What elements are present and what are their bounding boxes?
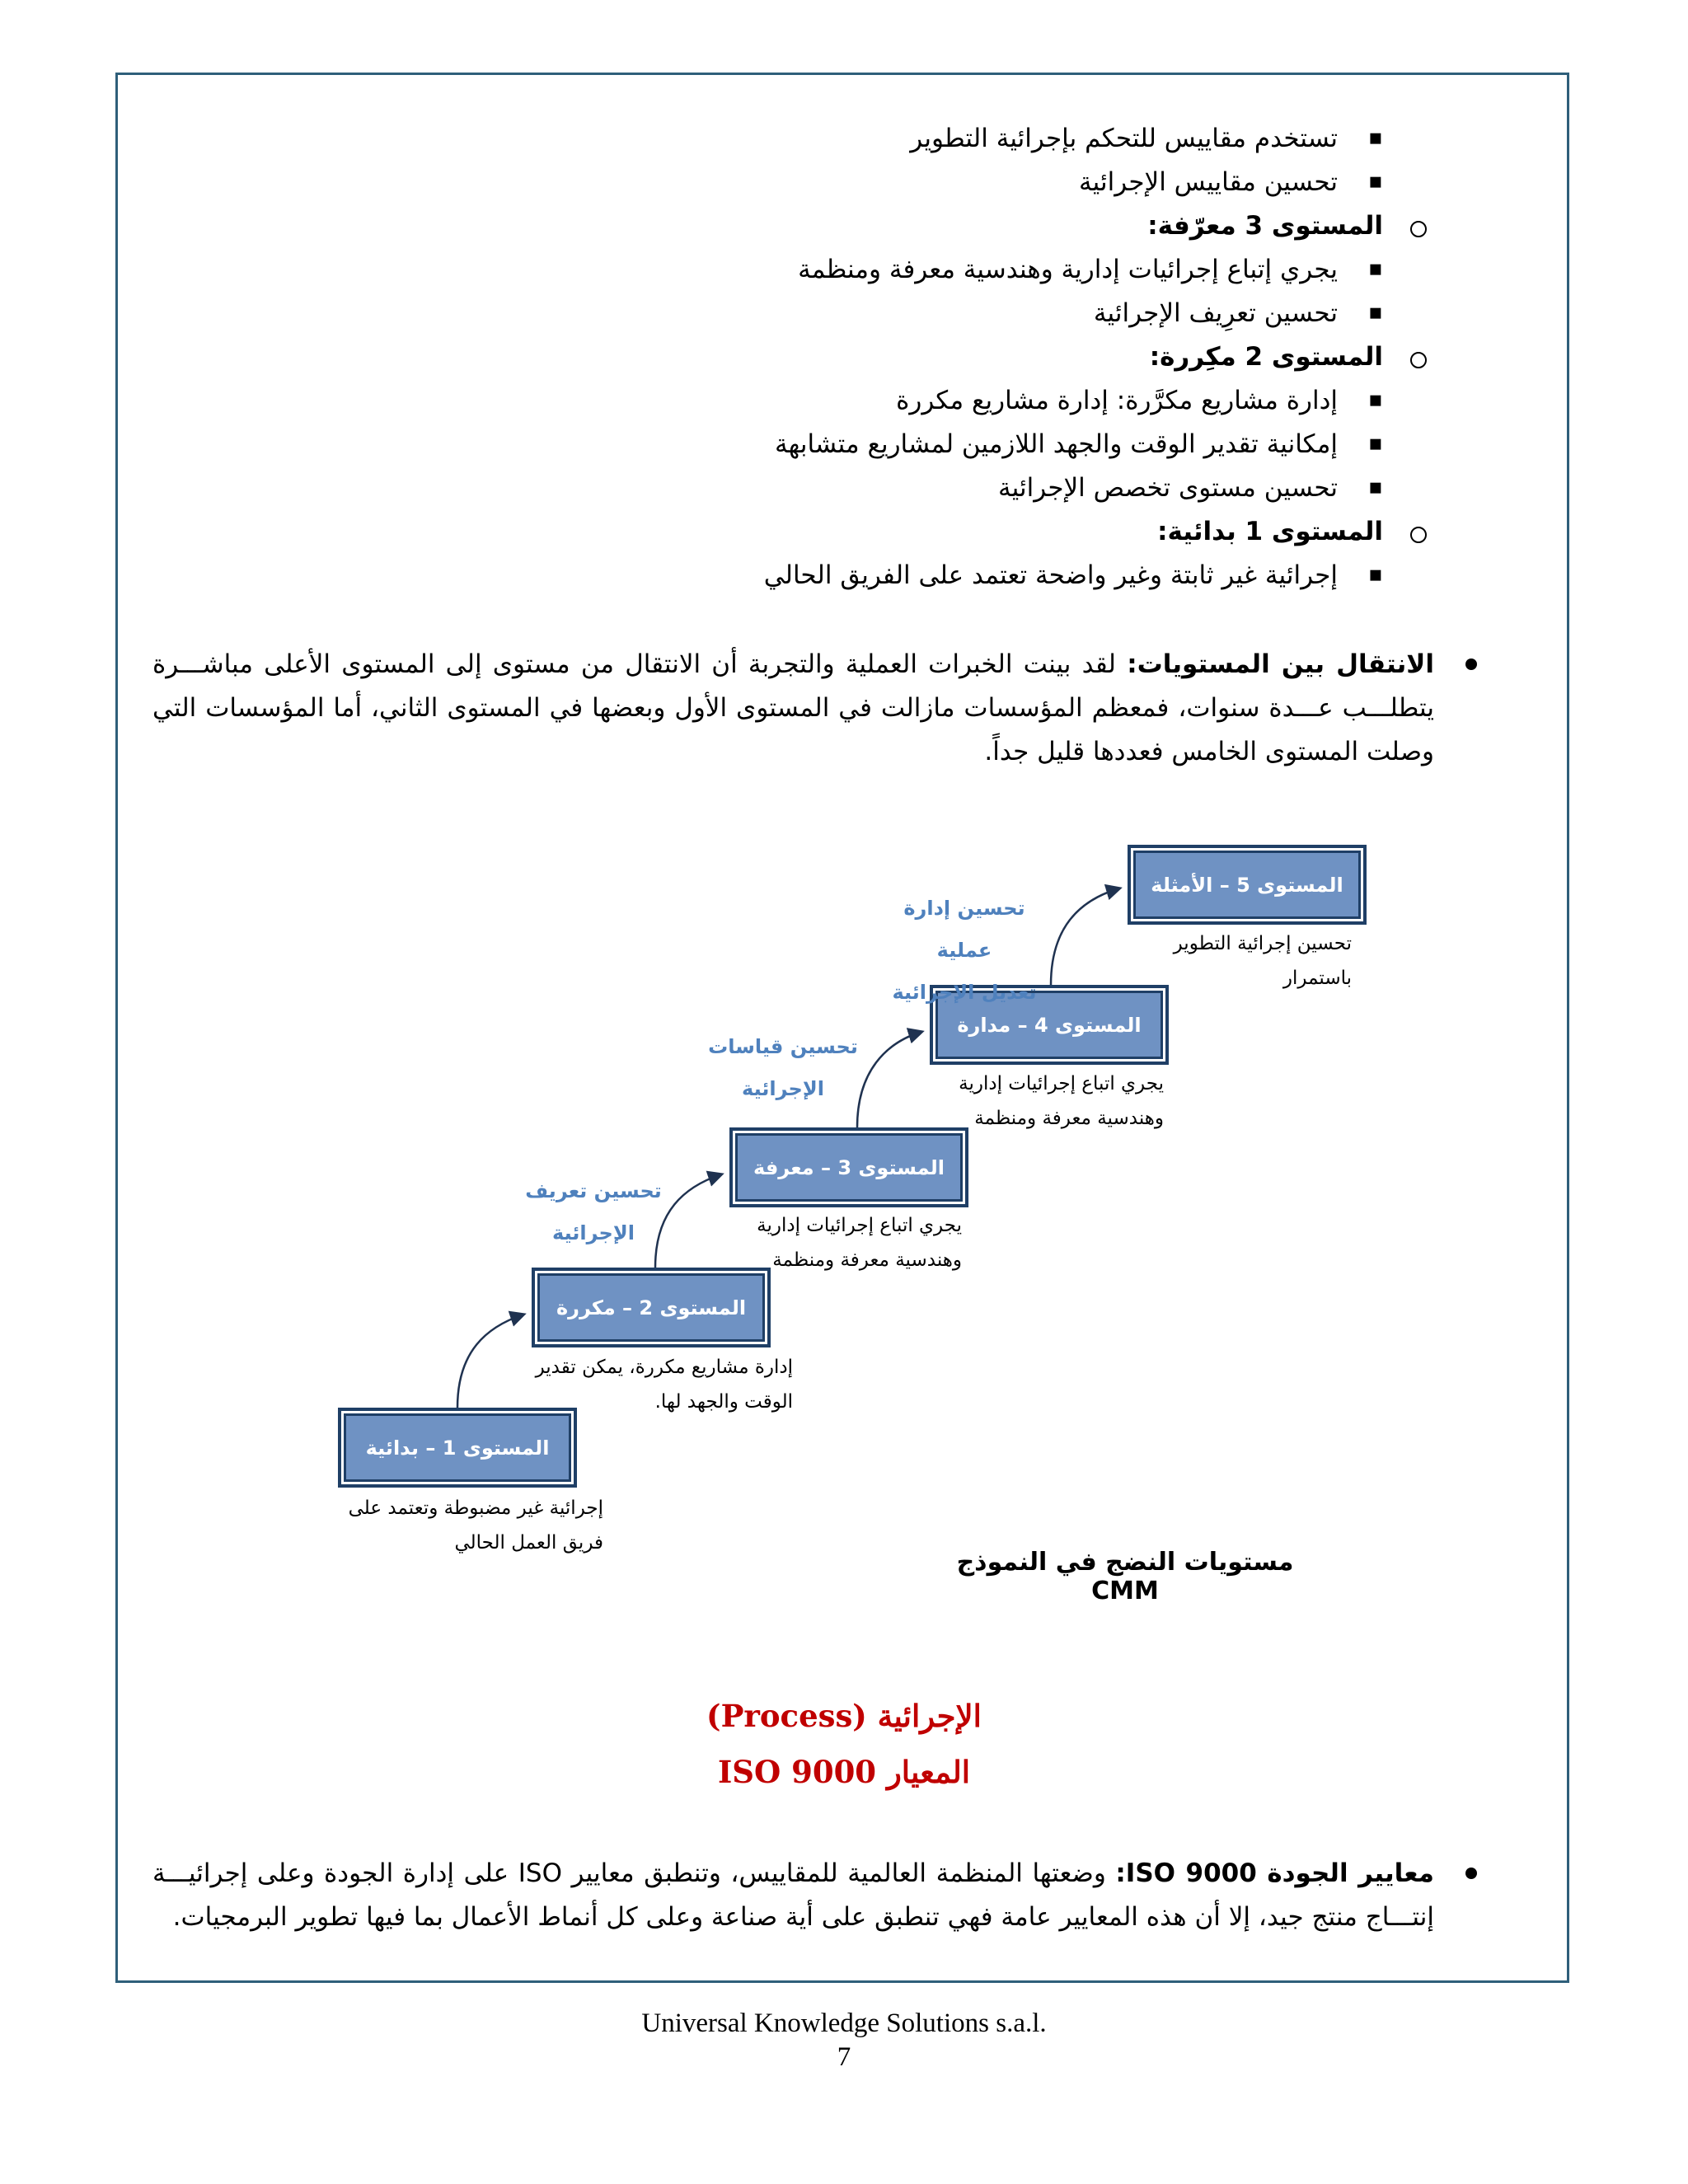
level-1-caption xyxy=(305,1491,603,1560)
caption-line: يجري اتباع إجرائيات إدارية xyxy=(757,1215,962,1236)
square-bullet-icon: ▪ xyxy=(1368,125,1383,150)
square-bullet-icon: ▪ xyxy=(1368,562,1383,587)
section-subtitle: المعيار ISO 9000 xyxy=(717,1754,971,1790)
outline-item: إدارة مشاريع مكرَّرة: إدارة مشاريع مكررة xyxy=(896,386,1338,415)
outline-item: تحسين مقاييس الإجرائية xyxy=(1079,167,1338,197)
outline-item: تستخدم مقاييس للتحكم بإجرائية التطوير xyxy=(910,124,1338,153)
transition-text: لقد بينت الخبرات العملية والتجربة أن الانتقال من مستوى إلى المستوى الأعلى مباشـــرة يتطلـــب عـــدة سنوات، فمعظم المؤسسات مازالت في المستوى الأول وبعضها في المستوى الثاني، أما المؤسسات التي وصلت المستوى الخامس فعددها قليل جداً. xyxy=(152,649,1434,766)
caption-line: باستمرار xyxy=(1282,968,1352,989)
level-2-caption xyxy=(495,1350,793,1419)
iso-text: وضعتها المنظمة العالمية للمقاييس، وتنطبق معايير ISO على إدارة الجودة وعلى إجرائيـــة إنتـــاج منتج جيد، إلا أن هذه المعايير عامة فهي تنطبق على أية صناعة وعلى كل أنماط الأعمال بما فيها تطوير البرمجيات. xyxy=(152,1858,1434,1932)
section-title: الإجرائية (Process) xyxy=(706,1698,982,1734)
outline-item: يجري إتباع إجرائيات إدارية وهندسية معرفة ومنظمة xyxy=(798,255,1338,284)
level-1-box: المستوى 1 – بدائية xyxy=(338,1408,577,1488)
level-5-caption xyxy=(1096,926,1352,996)
level-3-box: المستوى 3 – معرفة xyxy=(729,1127,968,1207)
caption-line: يجري اتباع إجرائيات إدارية xyxy=(959,1073,1164,1094)
improvement-line: تحسين إدارة عملية xyxy=(903,897,1025,962)
outline-heading: المستوى 1 بدائية: xyxy=(1157,517,1383,546)
caption-line: وهندسية معرفة ومنظمة xyxy=(772,1249,962,1271)
caption-line: إدارة مشاريع مكررة، يمكن تقدير xyxy=(535,1357,793,1378)
outline-item: إجرائية غير ثابتة وغير واضحة تعتمد على الفريق الحالي xyxy=(763,560,1338,590)
outline-item: تحسين مستوى تخصص الإجرائية xyxy=(998,473,1338,503)
caption-line: إجرائية غير مضبوطة وتعتمد على xyxy=(348,1497,603,1519)
level-4-box: المستوى 4 – مدارة xyxy=(930,985,1169,1065)
level-3-caption xyxy=(688,1208,962,1277)
transition-label: الانتقال بين المستويات: xyxy=(1127,649,1434,679)
improvement-label-2 xyxy=(701,1026,865,1110)
outline-heading: المستوى 3 معرّفة: xyxy=(1147,211,1383,241)
improvement-label-1 xyxy=(511,1170,676,1254)
caption-line: فريق العمل الحالي xyxy=(454,1532,603,1554)
square-bullet-icon: ▪ xyxy=(1368,256,1383,281)
page-number: 7 xyxy=(837,2042,851,2072)
caption-line: الوقت والجهد لها. xyxy=(654,1391,793,1413)
footer-company: Universal Knowledge Solutions s.a.l. xyxy=(641,2008,1047,2038)
square-bullet-icon: ▪ xyxy=(1368,387,1383,412)
improvement-line: تعديل الإجرائية xyxy=(892,981,1037,1004)
caption-line: تحسين إجرائية التطوير xyxy=(1173,933,1352,954)
iso-paragraph xyxy=(152,1852,1434,1939)
improvement-line: تحسين تعريف xyxy=(525,1179,662,1202)
round-bullet-icon xyxy=(1465,1868,1477,1879)
diagram-caption: مستويات النضج في النموذج CMM xyxy=(956,1548,1294,1605)
improvement-line: الإجرائية xyxy=(552,1221,635,1244)
level-5-box: المستوى 5 – الأمثلة xyxy=(1128,845,1367,925)
outline-heading: المستوى 2 مكِررة: xyxy=(1149,342,1383,372)
improvement-line: الإجرائية xyxy=(742,1077,824,1100)
outline-item: تحسين تعرِيف الإجرائية xyxy=(1093,298,1338,328)
outline-item: إمكانية تقدير الوقت والجهد اللازمين لمشاريع متشابهة xyxy=(775,429,1338,459)
square-bullet-icon: ▪ xyxy=(1368,300,1383,325)
level-2-box: المستوى 2 – مكررة xyxy=(532,1268,771,1347)
iso-label: معايير الجودة ISO 9000: xyxy=(1115,1858,1434,1888)
square-bullet-icon: ▪ xyxy=(1368,169,1383,194)
square-bullet-icon: ▪ xyxy=(1368,475,1383,499)
square-bullet-icon: ▪ xyxy=(1368,431,1383,456)
caption-line: وهندسية معرفة ومنظمة xyxy=(974,1108,1164,1129)
improvement-label-3 xyxy=(874,888,1055,1014)
improvement-line: تحسين قياسات xyxy=(708,1035,858,1058)
level-4-caption xyxy=(890,1066,1164,1136)
